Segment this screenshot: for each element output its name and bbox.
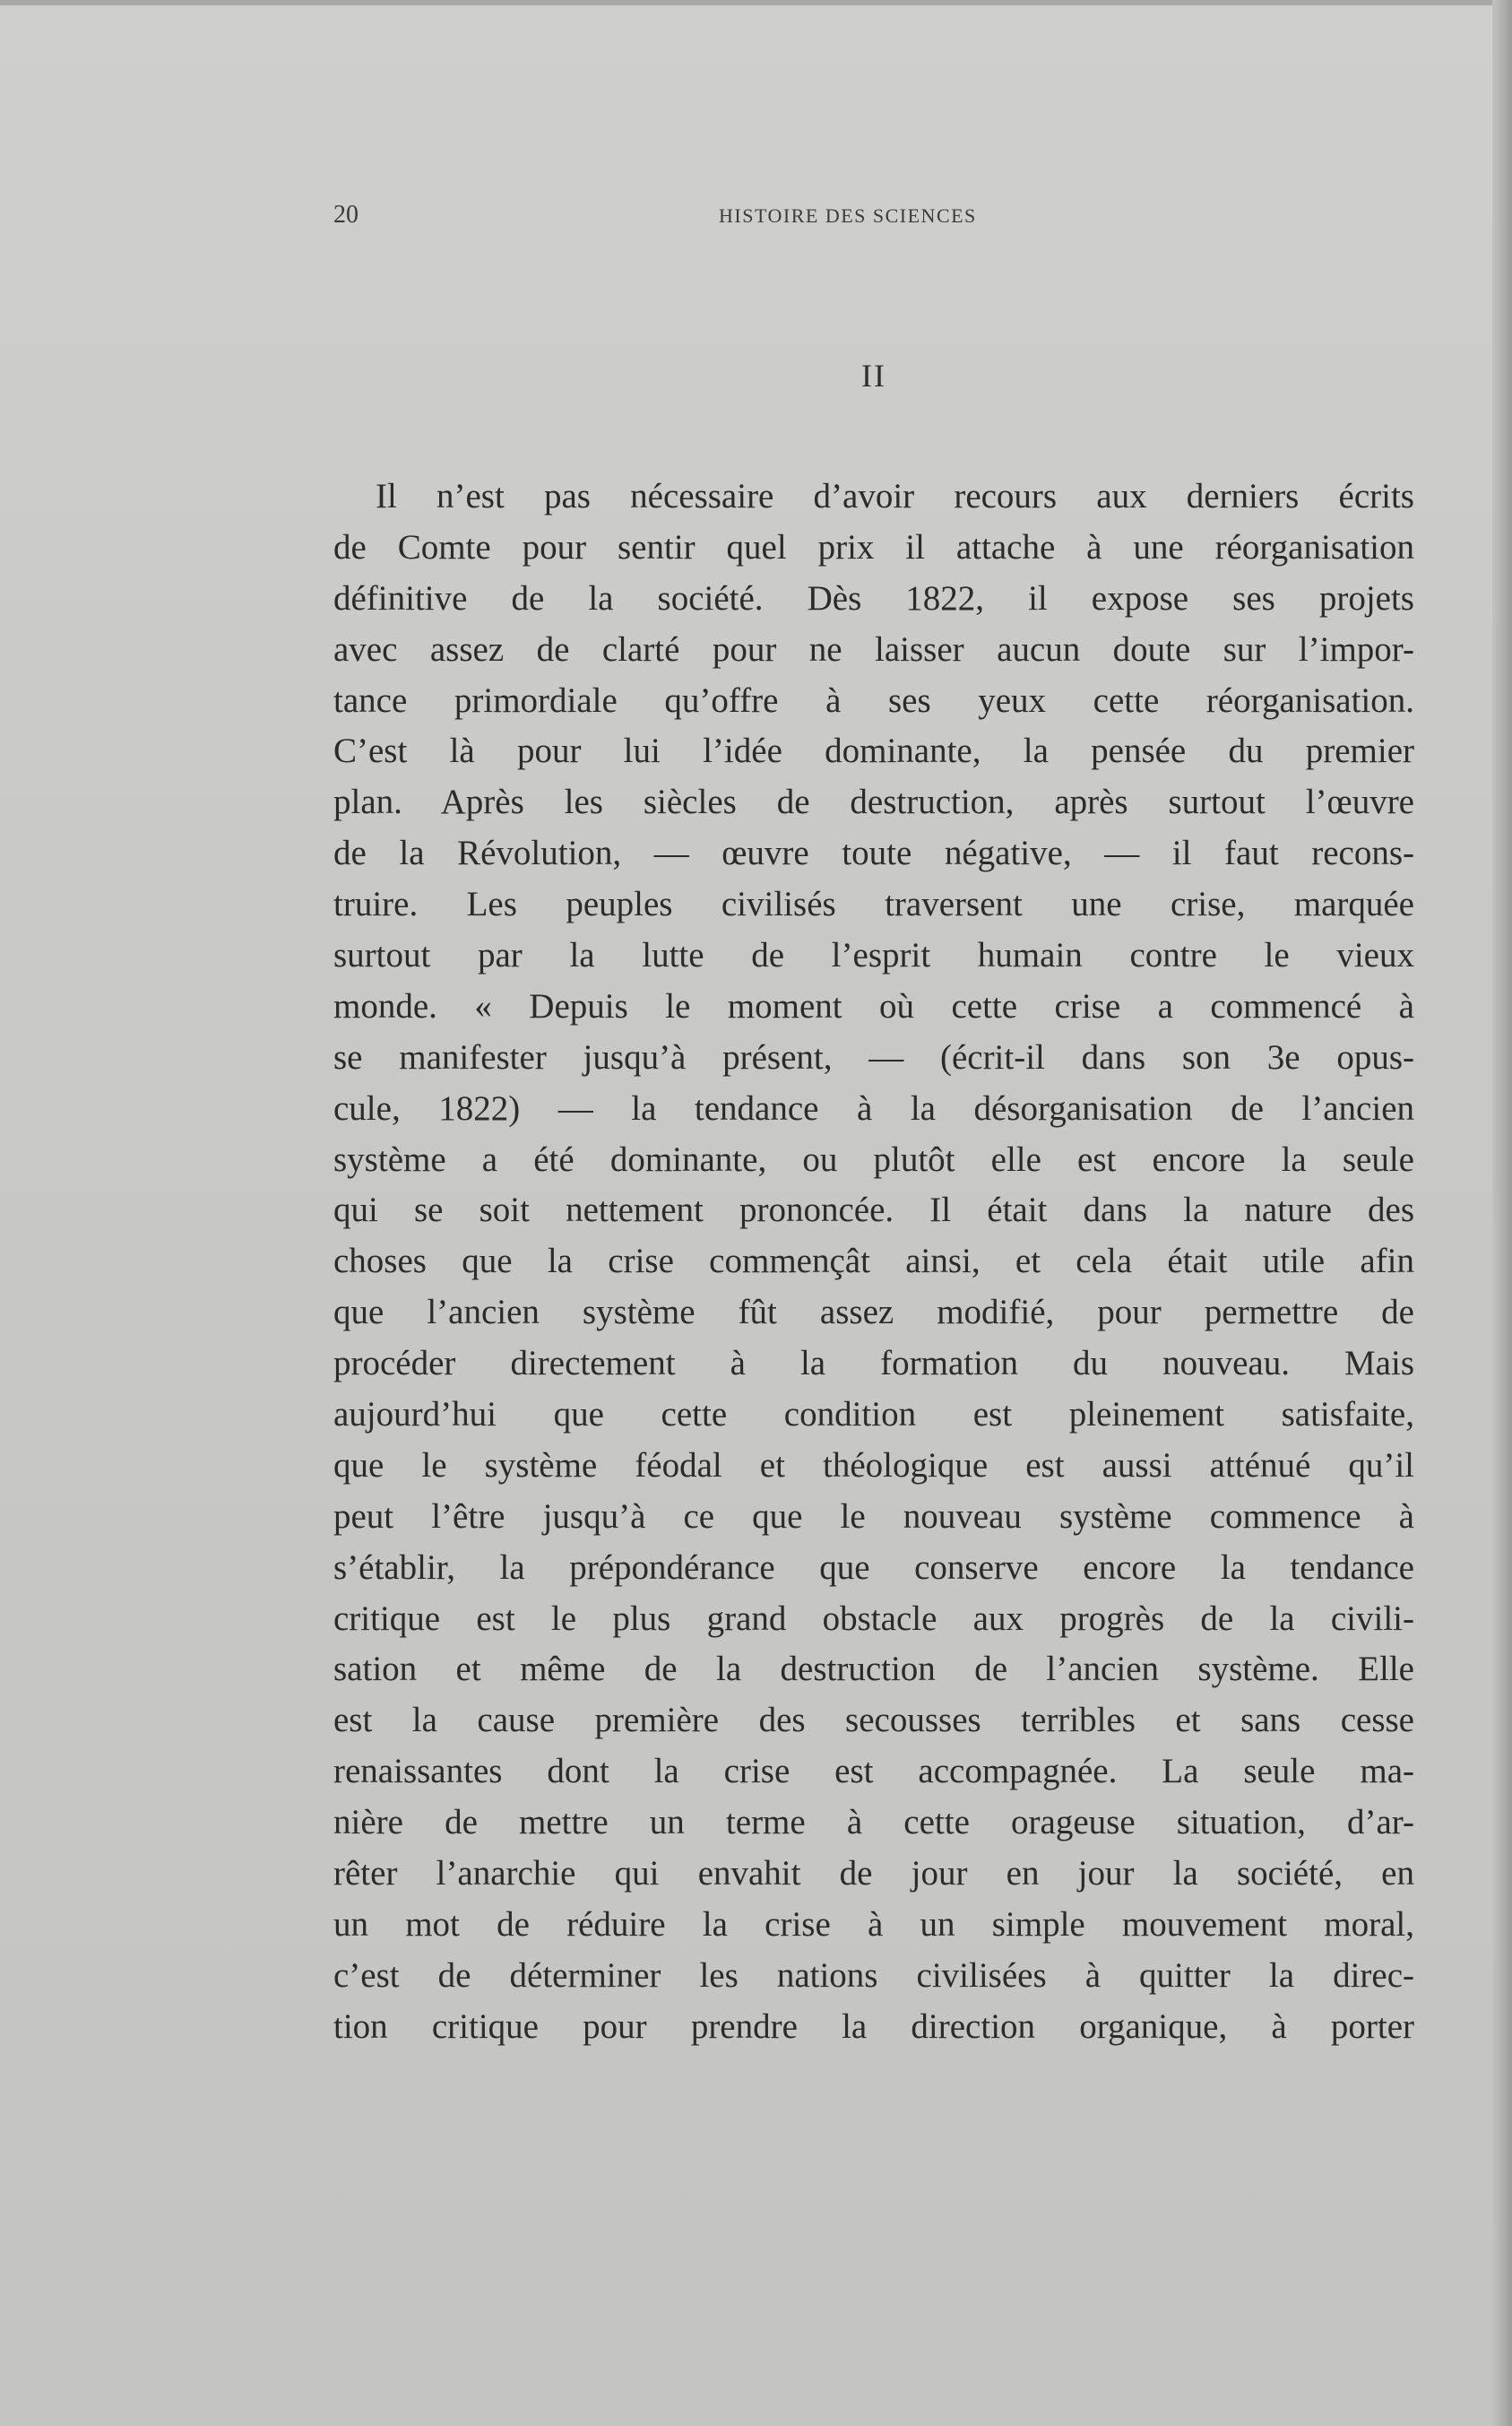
text-line: avec assez de clarté pour ne laisser aucun doute sur l’impor- bbox=[333, 629, 1414, 669]
text-line: que le système féodal et théologique est aussi atténué qu’il bbox=[333, 1445, 1414, 1485]
text-line: renaissantes dont la crise est accompagnée. La seule ma- bbox=[333, 1752, 1414, 1791]
text-line: c’est de déterminer les nations civilisées à quitter la direc- bbox=[333, 1955, 1414, 1995]
running-title: HISTOIRE DES SCIENCES bbox=[719, 204, 977, 227]
text-line: est la cause première des secousses terribles et sans cesse bbox=[333, 1701, 1414, 1740]
text-line: peut l’être jusqu’à ce que le nouveau système commence à bbox=[333, 1496, 1414, 1536]
text-line: Il n’est pas nécessaire d’avoir recours aux derniers écrits bbox=[376, 477, 1414, 516]
running-head bbox=[333, 201, 1414, 237]
text-line: que l’ancien système fût assez modifié, pour permettre de bbox=[333, 1293, 1414, 1332]
text-line: système a été dominante, ou plutôt elle est encore la seule bbox=[333, 1139, 1414, 1179]
text-line: se manifester jusqu’à présent, — (écrit-il dans son 3e opus- bbox=[333, 1037, 1414, 1077]
text-line: aujourd’hui que cette condition est pleinement satisfaite, bbox=[333, 1395, 1414, 1434]
text-line: cule, 1822) — la tendance à la désorganisation de l’ancien bbox=[333, 1088, 1414, 1128]
text-line: tance primordiale qu’offre à ses yeux cette réorganisation. bbox=[333, 680, 1414, 720]
text-line: définitive de la société. Dès 1822, il expose ses projets bbox=[333, 578, 1414, 618]
text-line: un mot de réduire la crise à un simple mouvement moral, bbox=[333, 1904, 1414, 1944]
page-top-edge bbox=[0, 0, 1512, 5]
text-line: surtout par la lutte de l’esprit humain contre le vieux bbox=[333, 936, 1414, 975]
text-line: truire. Les peuples civilisés traversent une crise, marquée bbox=[333, 885, 1414, 924]
text-line: monde. « Depuis le moment où cette crise a commencé à bbox=[333, 986, 1414, 1026]
text-line: sation et même de la destruction de l’ancien système. Elle bbox=[333, 1650, 1414, 1689]
text-line: nière de mettre un terme à cette orageuse situation, d’ar- bbox=[333, 1803, 1414, 1842]
text-line: de la Révolution, — œuvre toute négative, — il faut recons- bbox=[333, 834, 1414, 873]
page-number: 20 bbox=[333, 201, 359, 229]
text-line: qui se soit nettement prononcée. Il était dans la nature des bbox=[333, 1191, 1414, 1230]
text-line: rêter l’anarchie qui envahit de jour en jour la société, en bbox=[333, 1854, 1414, 1893]
text-line: procéder directement à la formation du nouveau. Mais bbox=[333, 1344, 1414, 1383]
text-line: C’est là pour lui l’idée dominante, la pensée du premier bbox=[333, 732, 1414, 771]
body-text bbox=[333, 472, 1414, 2053]
text-line: choses que la crise commençât ainsi, et cela était utile afin bbox=[333, 1242, 1414, 1281]
text-line: de Comte pour sentir quel prix il attache à une réorganisation bbox=[333, 527, 1414, 567]
text-line: critique est le plus grand obstacle aux progrès de la civili- bbox=[333, 1599, 1414, 1638]
section-heading: II bbox=[861, 358, 886, 394]
text-line: tion critique pour prendre la direction organique, à porter bbox=[333, 2006, 1414, 2046]
text-line: plan. Après les siècles de destruction, après surtout l’œuvre bbox=[333, 783, 1414, 822]
text-line: s’établir, la prépondérance que conserve encore la tendance bbox=[333, 1547, 1414, 1587]
